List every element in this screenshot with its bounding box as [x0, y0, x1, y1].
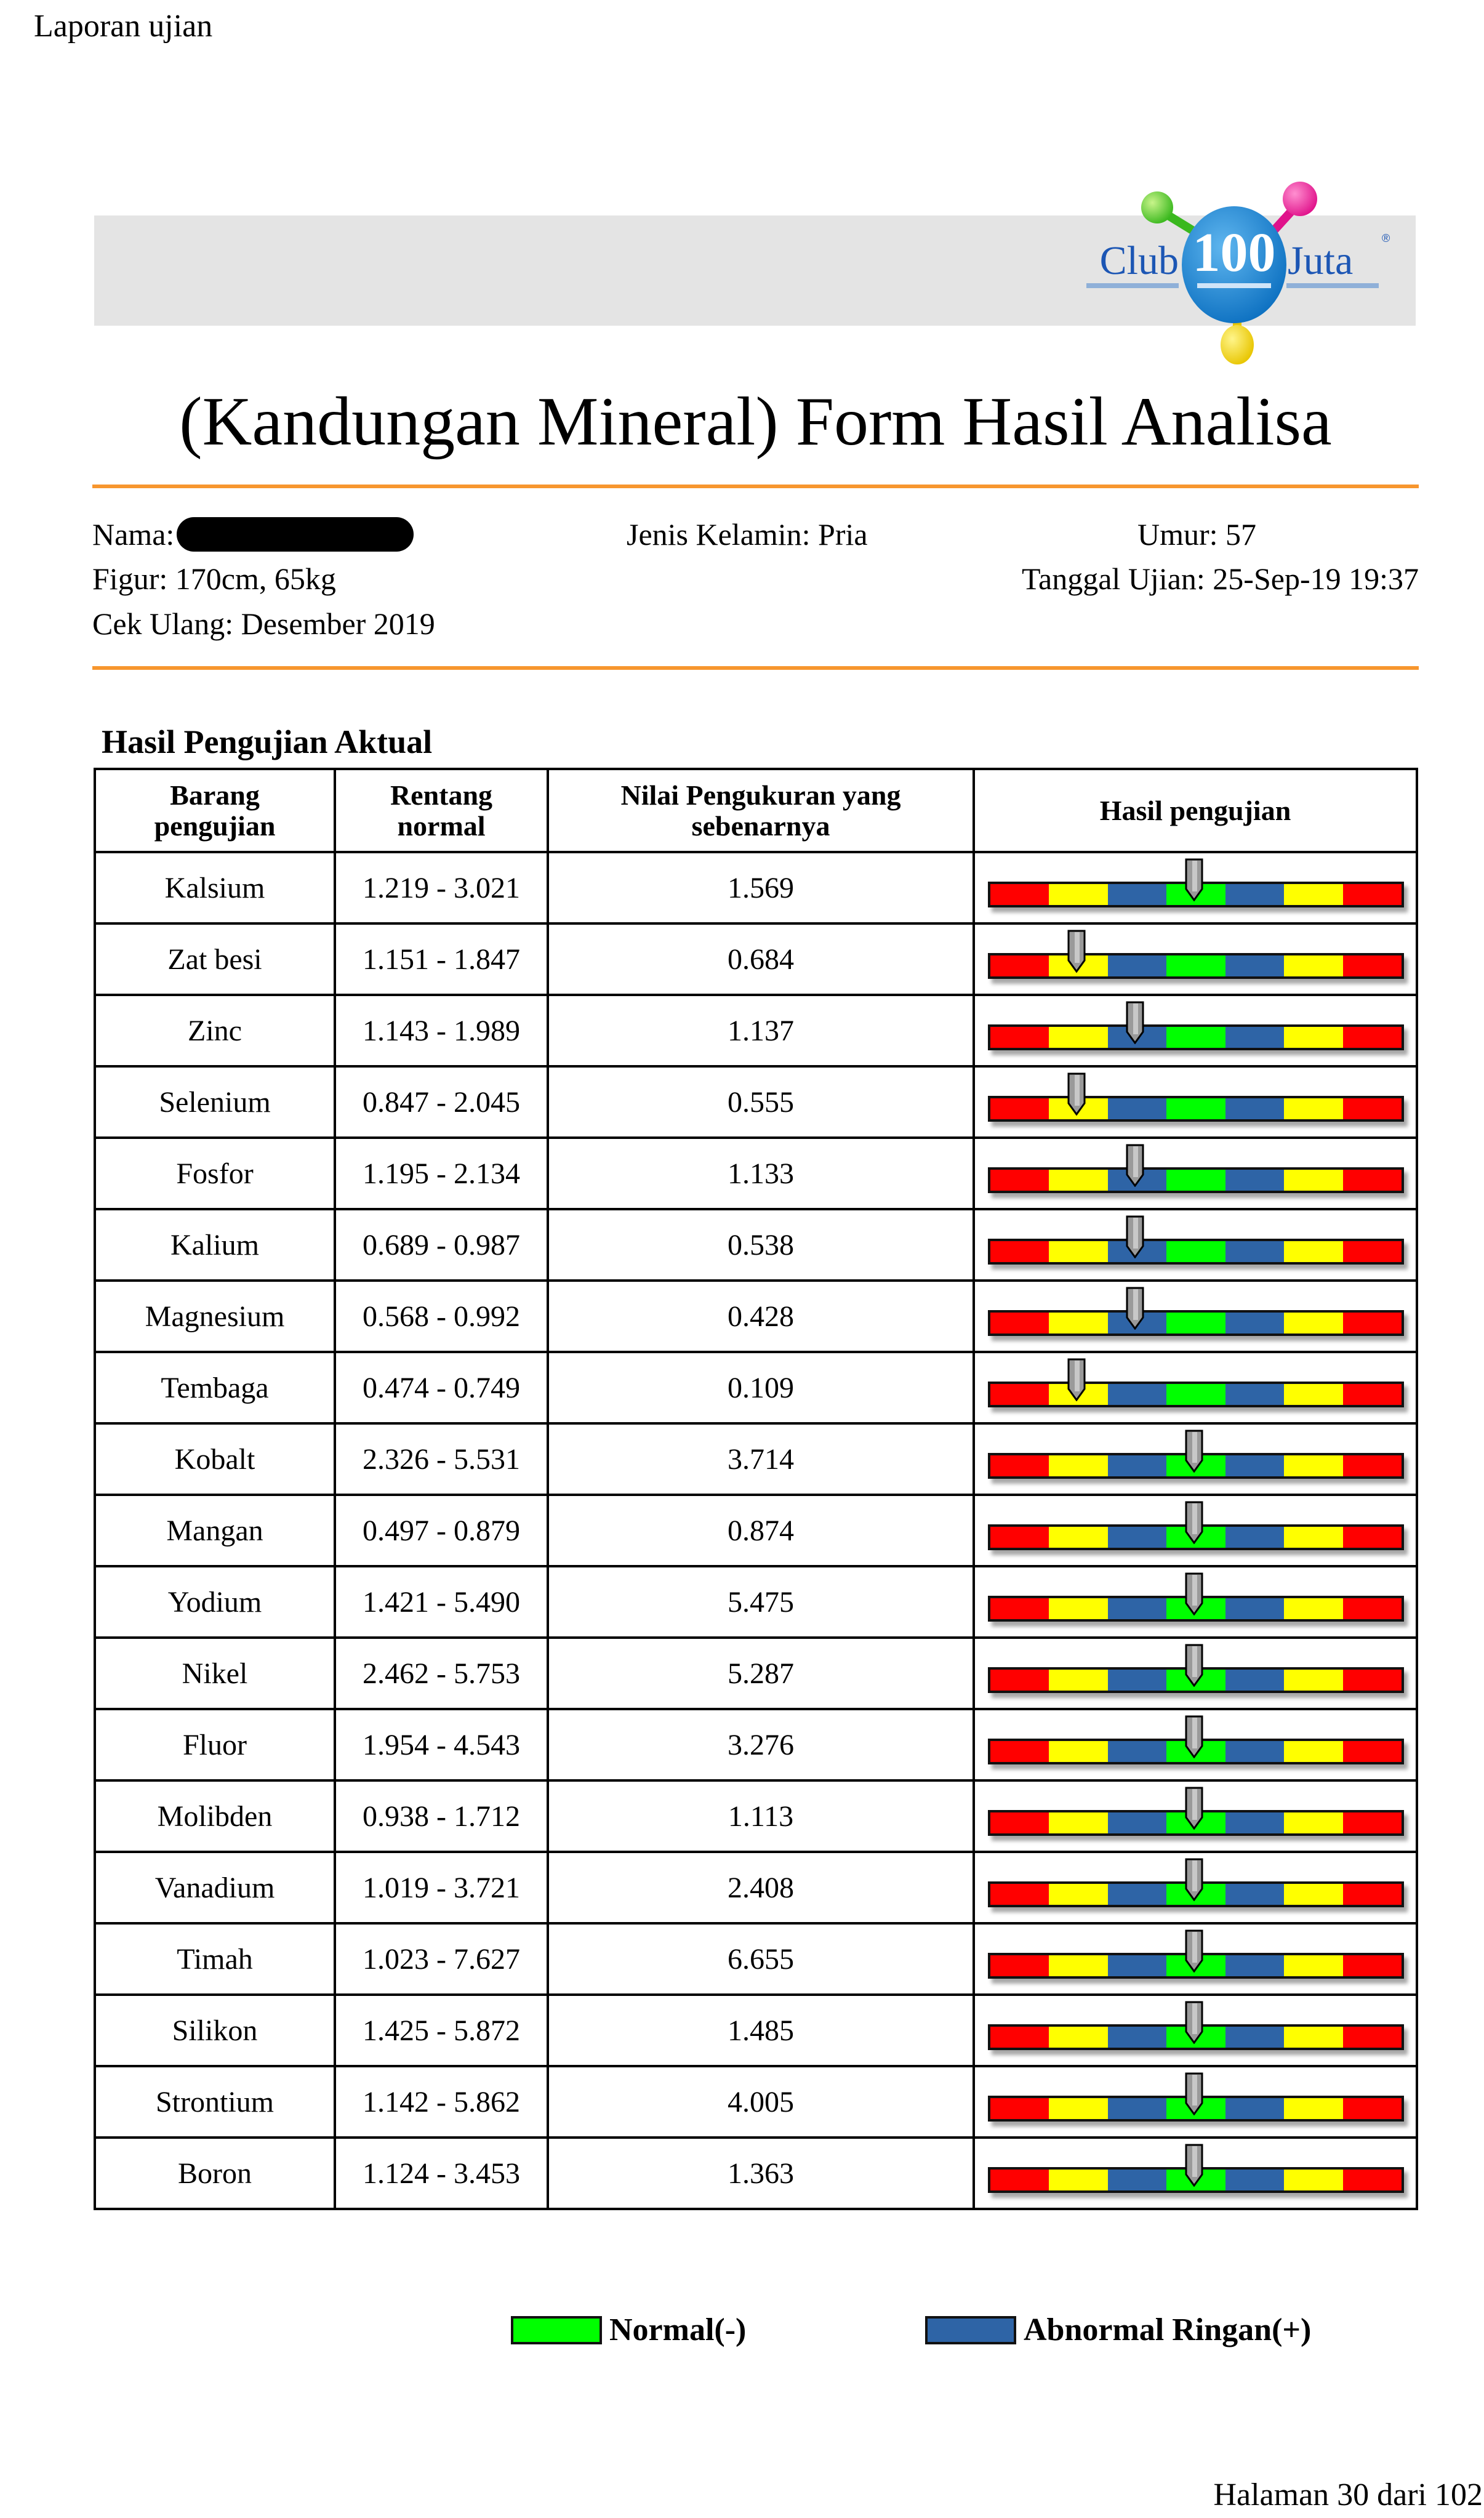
cell-item: Zinc: [95, 995, 335, 1066]
table-row: [95, 1638, 1417, 1709]
patient-name: [92, 516, 414, 553]
gauge-segment: [1049, 2170, 1107, 2190]
report-label: Laporan ujian: [34, 9, 213, 44]
cell-range: 0.689 - 0.987: [335, 1209, 548, 1281]
gauge-segment: [1284, 1670, 1342, 1691]
cell-result: [974, 923, 1417, 995]
gauge-marker-icon: [1185, 2001, 1203, 2044]
test-date: Tanggal Ujian: 25-Sep-19 19:37: [1022, 561, 1419, 596]
cell-item: Strontium: [95, 2066, 335, 2138]
gauge-segment: [1108, 1098, 1166, 1119]
divider-bottom: [92, 666, 1419, 670]
gauge-segment: [1108, 955, 1166, 976]
cell-value: 1.133: [548, 1138, 974, 1209]
gauge-bar: [988, 1096, 1404, 1122]
cell-item: Yodium: [95, 1566, 335, 1638]
cell-item: Mangan: [95, 1495, 335, 1566]
gauge-segment: [1343, 955, 1402, 976]
gauge-segment: [1225, 955, 1284, 976]
result-gauge: [988, 1282, 1403, 1351]
result-gauge: [988, 1782, 1403, 1851]
gauge-segment: [990, 2098, 1049, 2119]
gauge-marker-icon: [1067, 1072, 1086, 1116]
recheck-date: Cek Ulang: Desember 2019: [92, 606, 435, 641]
header-measured: Nilai Pengukuran yang sebenarnya: [548, 769, 974, 852]
gauge-segment: [1284, 2170, 1342, 2190]
gauge-marker-icon: [1067, 930, 1086, 973]
legend-item-abnormal: [925, 2312, 1311, 2348]
gauge-marker-icon: [1185, 1430, 1203, 1473]
gauge-marker-icon: [1185, 858, 1203, 901]
gauge-segment: [1284, 1170, 1342, 1191]
cell-value: 6.655: [548, 1923, 974, 1995]
cell-range: 0.568 - 0.992: [335, 1281, 548, 1352]
gauge-segment: [1049, 1670, 1107, 1691]
gauge-segment: [1284, 1384, 1342, 1405]
cell-value: 0.684: [548, 923, 974, 995]
gauge-segment: [1225, 1884, 1284, 1905]
gauge-segment: [1108, 2098, 1166, 2119]
cell-result: [974, 1852, 1417, 1923]
result-gauge: [988, 1496, 1403, 1565]
result-gauge: [988, 925, 1403, 994]
cell-value: 0.538: [548, 1209, 974, 1281]
cell-range: 1.023 - 7.627: [335, 1923, 548, 1995]
table-row: [95, 1495, 1417, 1566]
club-100-juta-logo: [1071, 169, 1403, 369]
gauge-marker-icon: [1185, 1715, 1203, 1758]
cell-range: 0.474 - 0.749: [335, 1352, 548, 1423]
gauge-segment: [1225, 1598, 1284, 1619]
table-row: [95, 1138, 1417, 1209]
cell-value: 4.005: [548, 2066, 974, 2138]
cell-value: 1.113: [548, 1780, 974, 1852]
cell-item: Molibden: [95, 1780, 335, 1852]
gauge-segment: [1049, 1313, 1107, 1333]
result-gauge: [988, 1567, 1403, 1636]
gauge-segment: [1225, 2027, 1284, 2048]
logo-club-text: Club: [1099, 238, 1179, 283]
gauge-marker-icon: [1185, 1501, 1203, 1544]
gauge-segment: [1108, 1384, 1166, 1405]
gauge-segment: [1225, 1527, 1284, 1548]
gauge-segment: [990, 1955, 1049, 1976]
gauge-marker-icon: [1126, 1144, 1144, 1187]
table-row: [95, 1995, 1417, 2066]
gauge-segment: [990, 884, 1049, 905]
gauge-bar: [988, 1382, 1404, 1407]
gauge-marker-icon: [1185, 1572, 1203, 1615]
table-row: [95, 923, 1417, 995]
cell-value: 2.408: [548, 1852, 974, 1923]
cell-item: Fluor: [95, 1709, 335, 1780]
gauge-segment: [990, 955, 1049, 976]
cell-result: [974, 1566, 1417, 1638]
cell-result: [974, 1709, 1417, 1780]
gauge-bar: [988, 1167, 1404, 1193]
cell-result: [974, 852, 1417, 923]
result-gauge: [988, 1996, 1403, 2065]
cell-item: Vanadium: [95, 1852, 335, 1923]
cell-range: 1.954 - 4.543: [335, 1709, 548, 1780]
gauge-segment: [1284, 2098, 1342, 2119]
gauge-bar: [988, 1239, 1404, 1265]
gauge-segment: [1343, 1384, 1402, 1405]
gauge-segment: [1284, 1955, 1342, 1976]
cell-range: 0.497 - 0.879: [335, 1495, 548, 1566]
gauge-marker-icon: [1185, 2072, 1203, 2115]
cell-item: Magnesium: [95, 1281, 335, 1352]
cell-range: 0.938 - 1.712: [335, 1780, 548, 1852]
gauge-segment: [1284, 1884, 1342, 1905]
svg-text:®: ®: [1382, 232, 1390, 244]
gauge-segment: [1108, 1955, 1166, 1976]
gauge-segment: [1225, 2170, 1284, 2190]
gauge-segment: [1343, 1741, 1402, 1762]
gauge-marker-icon: [1185, 1787, 1203, 1830]
cell-result: [974, 1209, 1417, 1281]
gauge-segment: [990, 1670, 1049, 1691]
cell-item: Silikon: [95, 1995, 335, 2066]
gauge-segment: [990, 1527, 1049, 1548]
gauge-segment: [1343, 1812, 1402, 1833]
gauge-segment: [1225, 1741, 1284, 1762]
table-row: [95, 1352, 1417, 1423]
header-range: Rentang normal: [335, 769, 548, 852]
gauge-segment: [1343, 2098, 1402, 2119]
table-row: [95, 1066, 1417, 1138]
result-gauge: [988, 1425, 1403, 1494]
cell-item: Selenium: [95, 1066, 335, 1138]
gauge-segment: [1343, 1170, 1402, 1191]
cell-result: [974, 995, 1417, 1066]
gauge-segment: [1225, 1955, 1284, 1976]
cell-value: 0.555: [548, 1066, 974, 1138]
cell-result: [974, 2138, 1417, 2209]
cell-range: 2.326 - 5.531: [335, 1423, 548, 1495]
cell-range: 1.151 - 1.847: [335, 923, 548, 995]
gauge-segment: [1343, 1598, 1402, 1619]
result-gauge: [988, 1639, 1403, 1708]
result-gauge: [988, 2067, 1403, 2136]
gauge-segment: [1343, 1027, 1402, 1048]
legend-item-normal: [511, 2312, 746, 2348]
gauge-segment: [1049, 1527, 1107, 1548]
table-row: [95, 1852, 1417, 1923]
cell-result: [974, 1780, 1417, 1852]
cell-range: 1.219 - 3.021: [335, 852, 548, 923]
cell-item: Kalium: [95, 1209, 335, 1281]
table-row: [95, 1709, 1417, 1780]
gauge-segment: [990, 1241, 1049, 1262]
result-gauge: [988, 1353, 1403, 1422]
cell-range: 1.421 - 5.490: [335, 1566, 548, 1638]
gauge-segment: [1049, 1955, 1107, 1976]
gauge-segment: [990, 2027, 1049, 2048]
cell-value: 3.276: [548, 1709, 974, 1780]
gauge-segment: [1049, 1741, 1107, 1762]
gauge-marker-icon: [1185, 2144, 1203, 2187]
gauge-bar: [988, 1024, 1404, 1050]
gauge-segment: [1225, 1241, 1284, 1262]
cell-value: 1.569: [548, 852, 974, 923]
gauge-segment: [1225, 884, 1284, 905]
result-gauge: [988, 1139, 1403, 1208]
gauge-segment: [1284, 1527, 1342, 1548]
gauge-segment: [1343, 1670, 1402, 1691]
cell-item: Kalsium: [95, 852, 335, 923]
gauge-marker-icon: [1185, 1858, 1203, 1901]
cell-result: [974, 1995, 1417, 2066]
gauge-segment: [1284, 1812, 1342, 1833]
gauge-segment: [1166, 1170, 1225, 1191]
gauge-segment: [1108, 2170, 1166, 2190]
cell-result: [974, 2066, 1417, 2138]
page-number: Halaman 30 dari 102: [1213, 2477, 1483, 2512]
gauge-segment: [1343, 2170, 1402, 2190]
gauge-segment: [1343, 1455, 1402, 1476]
gauge-segment: [1343, 1313, 1402, 1333]
gauge-segment: [1343, 2027, 1402, 2048]
gauge-segment: [1284, 955, 1342, 976]
gauge-segment: [1225, 1098, 1284, 1119]
gauge-segment: [1225, 1027, 1284, 1048]
cell-result: [974, 1923, 1417, 1995]
gauge-segment: [1049, 1598, 1107, 1619]
cell-value: 5.287: [548, 1638, 974, 1709]
result-gauge: [988, 1925, 1403, 1993]
table-header-row: [95, 769, 1417, 852]
patient-figure: Figur: 170cm, 65kg: [92, 561, 336, 596]
cell-value: 0.874: [548, 1495, 974, 1566]
section-title: Hasil Pengujian Aktual: [102, 723, 433, 760]
gauge-marker-icon: [1067, 1358, 1086, 1401]
gauge-segment: [1049, 1812, 1107, 1833]
gauge-segment: [1225, 1170, 1284, 1191]
cell-range: 2.462 - 5.753: [335, 1638, 548, 1709]
gauge-segment: [1284, 884, 1342, 905]
gauge-segment: [990, 1741, 1049, 1762]
gauge-bar: [988, 953, 1404, 979]
gauge-segment: [1284, 1027, 1342, 1048]
gauge-segment: [1284, 1241, 1342, 1262]
gauge-segment: [1343, 1527, 1402, 1548]
gauge-segment: [1049, 1027, 1107, 1048]
table-row: [95, 1780, 1417, 1852]
gauge-segment: [1049, 1884, 1107, 1905]
gauge-segment: [1284, 1455, 1342, 1476]
result-gauge: [988, 1068, 1403, 1136]
gauge-segment: [1343, 1884, 1402, 1905]
gauge-marker-icon: [1126, 1287, 1144, 1330]
gauge-segment: [1049, 2098, 1107, 2119]
gauge-segment: [990, 1098, 1049, 1119]
gauge-segment: [1108, 1812, 1166, 1833]
result-gauge: [988, 1210, 1403, 1279]
gauge-segment: [1166, 1027, 1225, 1048]
name-label: Nama:: [92, 517, 175, 552]
gauge-marker-icon: [1185, 1929, 1203, 1973]
cell-range: 1.019 - 3.721: [335, 1852, 548, 1923]
table-row: [95, 852, 1417, 923]
cell-result: [974, 1638, 1417, 1709]
table-row: [95, 2066, 1417, 2138]
gauge-segment: [1049, 1241, 1107, 1262]
cell-value: 3.714: [548, 1423, 974, 1495]
gauge-segment: [1108, 1741, 1166, 1762]
gauge-segment: [1225, 1455, 1284, 1476]
result-gauge: [988, 1853, 1403, 1922]
result-gauge: [988, 1710, 1403, 1779]
gauge-segment: [990, 1812, 1049, 1833]
cell-item: Boron: [95, 2138, 335, 2209]
gauge-segment: [1166, 1241, 1225, 1262]
cell-value: 1.363: [548, 2138, 974, 2209]
gauge-segment: [1225, 1670, 1284, 1691]
gauge-segment: [1166, 1098, 1225, 1119]
gauge-segment: [1284, 2027, 1342, 2048]
cell-range: 1.142 - 5.862: [335, 2066, 548, 2138]
cell-range: 1.425 - 5.872: [335, 1995, 548, 2066]
gauge-segment: [1108, 1884, 1166, 1905]
result-gauge: [988, 853, 1403, 922]
gauge-segment: [990, 1884, 1049, 1905]
cell-range: 0.847 - 2.045: [335, 1066, 548, 1138]
gauge-segment: [1108, 1598, 1166, 1619]
gauge-segment: [1343, 1241, 1402, 1262]
gauge-bar: [988, 1310, 1404, 1336]
gauge-segment: [1225, 1812, 1284, 1833]
gauge-segment: [1343, 1098, 1402, 1119]
patient-gender: Jenis Kelamin: Pria: [627, 517, 868, 552]
gauge-segment: [1108, 2027, 1166, 2048]
cell-range: 1.143 - 1.989: [335, 995, 548, 1066]
cell-result: [974, 1281, 1417, 1352]
table-row: [95, 1566, 1417, 1638]
cell-item: Tembaga: [95, 1352, 335, 1423]
cell-item: Fosfor: [95, 1138, 335, 1209]
gauge-segment: [1343, 1955, 1402, 1976]
gauge-segment: [1166, 955, 1225, 976]
gauge-segment: [1225, 2098, 1284, 2119]
gauge-segment: [990, 1170, 1049, 1191]
table-row: [95, 1209, 1417, 1281]
cell-range: 1.124 - 3.453: [335, 2138, 548, 2209]
patient-age: Umur: 57: [1137, 517, 1257, 552]
gauge-segment: [990, 1313, 1049, 1333]
header-result: Hasil pengujian: [974, 769, 1417, 852]
cell-value: 1.485: [548, 1995, 974, 2066]
legend-label-abnormal: Abnormal Ringan(+): [1024, 2312, 1312, 2347]
gauge-segment: [1166, 1313, 1225, 1333]
gauge-marker-icon: [1126, 1215, 1144, 1258]
gauge-segment: [1284, 1313, 1342, 1333]
cell-item: Kobalt: [95, 1423, 335, 1495]
page-title: (Kandungan Mineral) Form Hasil Analisa: [179, 384, 1332, 460]
header-item: Barang pengujian: [95, 769, 335, 852]
gauge-segment: [1225, 1384, 1284, 1405]
cell-value: 5.475: [548, 1566, 974, 1638]
cell-value: 0.109: [548, 1352, 974, 1423]
name-redaction: [177, 517, 414, 552]
gauge-segment: [990, 1027, 1049, 1048]
gauge-segment: [1049, 1170, 1107, 1191]
cell-value: 0.428: [548, 1281, 974, 1352]
cell-item: Timah: [95, 1923, 335, 1995]
cell-result: [974, 1495, 1417, 1566]
result-gauge: [988, 2139, 1403, 2208]
legend: [0, 2312, 1484, 2355]
gauge-segment: [1166, 1384, 1225, 1405]
gauge-segment: [1049, 1455, 1107, 1476]
result-gauge: [988, 996, 1403, 1065]
cell-result: [974, 1138, 1417, 1209]
cell-item: Zat besi: [95, 923, 335, 995]
table-row: [95, 1281, 1417, 1352]
gauge-segment: [1049, 2027, 1107, 2048]
gauge-segment: [990, 2170, 1049, 2190]
gauge-segment: [1108, 884, 1166, 905]
divider-top: [92, 485, 1419, 488]
gauge-segment: [990, 1384, 1049, 1405]
legend-label-normal: Normal(-): [609, 2312, 747, 2347]
gauge-segment: [990, 1598, 1049, 1619]
gauge-segment: [1284, 1741, 1342, 1762]
cell-result: [974, 1066, 1417, 1138]
results-table: [94, 768, 1418, 2210]
gauge-segment: [1108, 1455, 1166, 1476]
gauge-segment: [990, 1455, 1049, 1476]
gauge-segment: [1108, 1527, 1166, 1548]
table-row: [95, 1423, 1417, 1495]
cell-result: [974, 1352, 1417, 1423]
gauge-segment: [1108, 1670, 1166, 1691]
table-row: [95, 995, 1417, 1066]
cell-value: 1.137: [548, 995, 974, 1066]
gauge-segment: [1284, 1598, 1342, 1619]
gauge-segment: [1049, 884, 1107, 905]
cell-result: [974, 1423, 1417, 1495]
gauge-marker-icon: [1185, 1644, 1203, 1687]
table-row: [95, 2138, 1417, 2209]
logo-100-text: 100: [1192, 222, 1276, 283]
legend-swatch-abnormal: [925, 2316, 1016, 2344]
gauge-marker-icon: [1126, 1001, 1144, 1044]
cell-item: Nikel: [95, 1638, 335, 1709]
cell-range: 1.195 - 2.134: [335, 1138, 548, 1209]
gauge-segment: [1284, 1098, 1342, 1119]
legend-swatch-normal: [511, 2316, 602, 2344]
gauge-segment: [1343, 884, 1402, 905]
gauge-segment: [1225, 1313, 1284, 1333]
logo-juta-text: Juta: [1288, 238, 1354, 283]
table-row: [95, 1923, 1417, 1995]
